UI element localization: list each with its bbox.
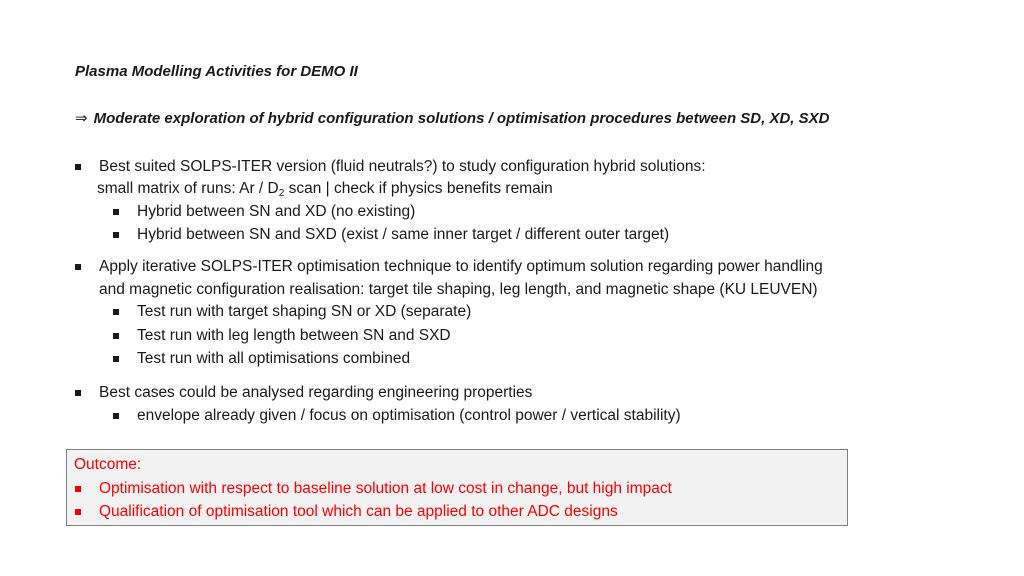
bullet-text: Best cases could be analysed regarding engineering properties (99, 384, 533, 401)
subscript: 2 (278, 188, 285, 199)
outcome-item (75, 479, 672, 499)
square-bullet-icon (113, 333, 119, 339)
sub-bullet-text: Hybrid between SN and SXD (exist / same inner target / different outer target) (137, 226, 670, 243)
square-bullet-icon (113, 413, 119, 419)
sub-bullet-item (113, 302, 471, 322)
square-bullet-icon (113, 209, 119, 215)
bullet-text: Apply iterative SOLPS-ITER optimisation technique to identify optimum solution regarding power handling (99, 258, 823, 275)
sub-bullet-text: Test run with target shaping SN or XD (separate) (137, 303, 472, 320)
summary-line (75, 109, 830, 127)
sub-bullet-item (113, 326, 451, 346)
square-bullet-icon (113, 309, 119, 315)
outcome-heading: Outcome: (74, 456, 142, 473)
outcome-item-text: Qualification of optimisation tool which can be applied to other ADC designs (99, 503, 618, 520)
bullet-text: Best suited SOLPS-ITER version (fluid neutrals?) to study configuration hybrid solutions: (99, 158, 706, 175)
square-bullet-icon (113, 356, 119, 362)
outcome-box (66, 449, 848, 526)
bullet-item (75, 257, 823, 277)
sub-bullet-text: Hybrid between SN and XD (no existing) (137, 203, 416, 220)
sub-bullet-item (113, 349, 410, 369)
outcome-item-text: Optimisation with respect to baseline solution at low cost in change, but high impact (99, 480, 672, 497)
bullet-item (75, 157, 706, 177)
outcome-item (75, 502, 618, 522)
continuation-text-a: small matrix of runs: Ar / D (97, 180, 279, 197)
square-bullet-icon (75, 390, 81, 396)
square-bullet-icon (75, 264, 81, 270)
continuation-text-b: scan | check if physics benefits remain (284, 180, 553, 197)
square-bullet-icon (75, 509, 81, 515)
bullet-continuation: and magnetic configuration realisation: target tile shaping, leg length, and magnetic shape (KU LEUVEN) (99, 281, 818, 298)
sub-bullet-item (113, 225, 669, 245)
square-bullet-icon (75, 486, 81, 492)
sub-bullet-text: Test run with all optimisations combined (137, 350, 411, 367)
bullet-item (75, 383, 532, 403)
sub-bullet-item (113, 406, 681, 426)
summary-text: Moderate exploration of hybrid configuration solutions / optimisation procedures between SD, XD, SXD (93, 110, 830, 127)
implies-arrow-icon: ⇒ (75, 110, 88, 127)
bullet-continuation (97, 179, 553, 204)
square-bullet-icon (75, 164, 81, 170)
sub-bullet-text: Test run with leg length between SN and SXD (137, 327, 451, 344)
page-title: Plasma Modelling Activities for DEMO II (75, 63, 358, 80)
square-bullet-icon (113, 232, 119, 238)
sub-bullet-text: envelope already given / focus on optimisation (control power / vertical stability) (137, 407, 681, 424)
sub-bullet-item (113, 202, 415, 222)
